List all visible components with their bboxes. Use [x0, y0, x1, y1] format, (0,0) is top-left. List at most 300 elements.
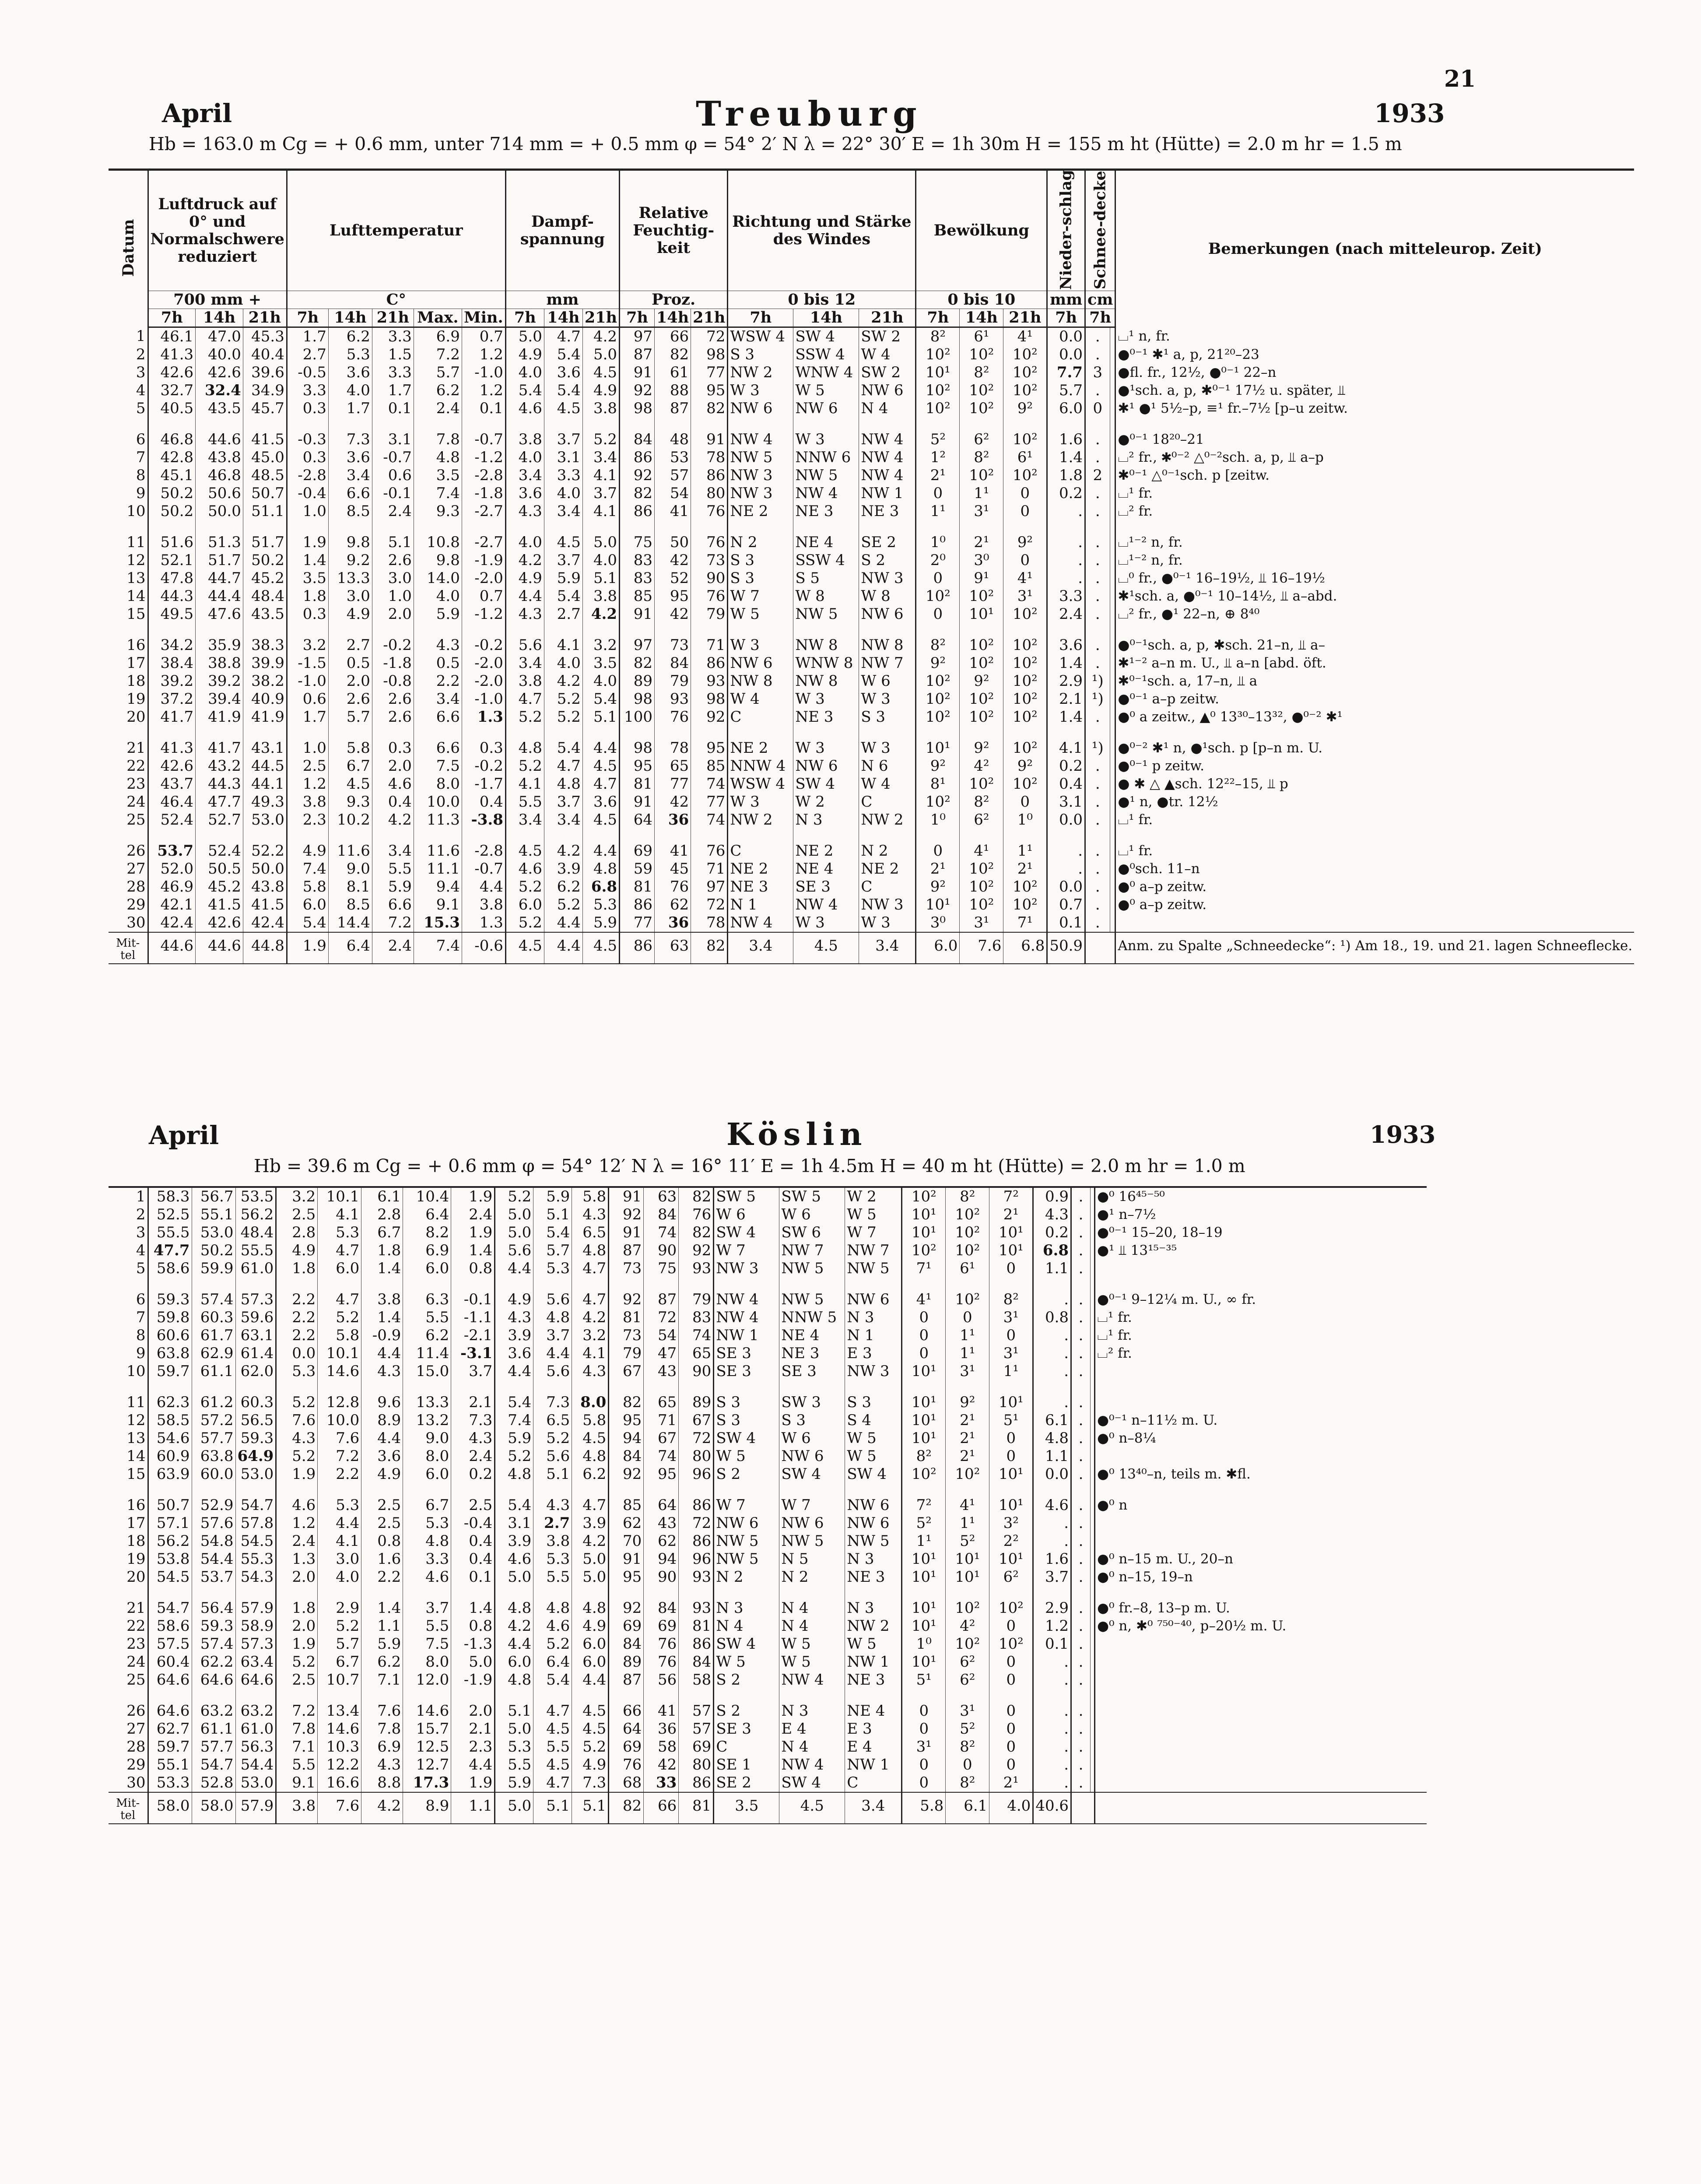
cell-pad	[1091, 1278, 1095, 1309]
treuburg-row-day-27	[109, 860, 1634, 878]
cell-dampf-21: 3.2	[582, 623, 619, 654]
cell-temp-max: 12.0	[403, 1671, 451, 1689]
cell-temp-21: 2.6	[372, 708, 414, 726]
cell-dampf-7: 5.4	[495, 1483, 533, 1514]
cell-bemerkungen	[1095, 1653, 1427, 1671]
cell-feuchte-21: 93	[691, 672, 728, 690]
cell-wind-14: NE 3	[779, 1345, 845, 1362]
cell-pad	[1110, 708, 1115, 726]
cell-feuchte-14: 88	[655, 382, 691, 400]
cell-feuchte-14: 67	[644, 1429, 679, 1447]
cell-druck-7: 54.7	[148, 1586, 192, 1617]
cell-temp-7: 1.8	[276, 1586, 318, 1617]
mittel-bew-14: 6.1	[946, 1792, 989, 1824]
cell-bew-14: 5²	[946, 1720, 989, 1738]
cell-dampf-21: 3.8	[582, 400, 619, 418]
cell-temp-7: 4.3	[276, 1429, 318, 1447]
cell-dampf-14: 3.7	[544, 551, 582, 569]
cell-druck-7: 46.9	[148, 878, 196, 896]
cell-wind-21: S 4	[845, 1412, 902, 1429]
cell-dampf-14: 5.7	[533, 1242, 572, 1260]
cell-niederschlag: .	[1033, 1345, 1071, 1362]
mittel-bew-14: 7.6	[960, 932, 1003, 964]
cell-druck-21: 45.2	[243, 569, 287, 587]
cell-dampf-21: 4.7	[572, 1278, 609, 1309]
cell-datum: 25	[126, 1671, 146, 1689]
cell-feuchte-21: 78	[691, 449, 728, 467]
cell-druck-7: 40.5	[148, 400, 196, 418]
cell-temp-max: 3.4	[414, 690, 462, 708]
mittel-label: Mit-tel	[109, 1792, 148, 1824]
cell-datum: 25	[126, 811, 146, 829]
cell-niederschlag: .	[1047, 551, 1085, 569]
cell-feuchte-21: 80	[679, 1447, 714, 1465]
mittel-bew-7: 6.0	[916, 932, 960, 964]
cell-bemerkungen	[1095, 1380, 1427, 1412]
cell-feuchte-14: 54	[655, 485, 691, 502]
cell-dampf-14: 2.7	[533, 1514, 572, 1532]
cell-temp-14: 12.8	[318, 1380, 361, 1412]
cell-dampf-21: 4.4	[582, 829, 619, 860]
cell-bew-21: 1⁰	[1003, 811, 1047, 829]
cell-temp-max: 2.2	[414, 672, 462, 690]
cell-druck-7: 59.8	[148, 1309, 192, 1327]
cell-feuchte-7: 66	[609, 1689, 644, 1720]
cell-temp-min: -2.7	[462, 520, 505, 551]
cell-bew-7: 5²	[916, 418, 960, 449]
cell-dampf-7: 3.4	[505, 654, 544, 672]
cell-schneedecke: .	[1085, 623, 1110, 654]
koeslin-anmerkung	[1095, 1792, 1427, 1824]
cell-temp-14: 14.6	[318, 1362, 361, 1380]
cell-pad	[1110, 829, 1115, 860]
cell-temp-max: 6.9	[414, 327, 462, 346]
cell-bew-14: 2¹	[946, 1429, 989, 1447]
koeslin-row-day-27	[109, 1720, 1427, 1738]
cell-dampf-21: 4.2	[582, 327, 619, 346]
cell-schneedecke: .	[1085, 860, 1110, 878]
cell-schneedecke: .	[1071, 1242, 1091, 1260]
cell-pad	[1110, 485, 1115, 502]
cell-feuchte-14: 93	[655, 690, 691, 708]
cell-datum: 16	[126, 636, 146, 654]
cell-datum: 12	[126, 551, 146, 569]
cell-temp-max: 15.3	[414, 914, 462, 932]
cell-dampf-21: 5.3	[582, 896, 619, 914]
cell-temp-min: 1.3	[462, 708, 505, 726]
cell-dampf-7: 4.0	[505, 364, 544, 382]
cell-dampf-21: 5.2	[582, 418, 619, 449]
cell-feuchte-7: 91	[620, 364, 655, 382]
cell-feuchte-14: 45	[655, 860, 691, 878]
treuburg-row-day-7	[109, 449, 1634, 467]
cell-dampf-21: 5.8	[572, 1412, 609, 1429]
cell-temp-max: 4.6	[403, 1568, 451, 1586]
cell-bew-21: 0	[1003, 485, 1047, 502]
cell-feuchte-7: 69	[609, 1738, 644, 1756]
treuburg-row-day-30	[109, 914, 1634, 932]
subheader-dampf-21: 21h	[582, 309, 619, 327]
cell-pad	[1091, 1756, 1095, 1774]
cell-wind-7: SW 5	[714, 1187, 779, 1206]
cell-druck-14: 47.7	[196, 793, 243, 811]
cell-dampf-7: 3.1	[495, 1514, 533, 1532]
cell-wind-21: W 3	[859, 690, 916, 708]
cell-temp-min: 0.7	[462, 587, 505, 605]
cell-wind-7: W 7	[714, 1242, 779, 1260]
cell-bew-21: 0	[989, 1671, 1033, 1689]
cell-bew-21: 10²	[1003, 690, 1047, 708]
cell-pad	[1110, 623, 1115, 654]
cell-temp-21: 3.8	[361, 1278, 403, 1309]
cell-dampf-7: 4.9	[505, 346, 544, 364]
cell-dampf-21: 4.1	[582, 467, 619, 485]
cell-temp-min: -3.8	[462, 811, 505, 829]
cell-bew-14: 10²	[960, 878, 1003, 896]
cell-wind-14: SW 4	[793, 775, 859, 793]
cell-niederschlag: 3.7	[1033, 1568, 1071, 1586]
cell-wind-21: E 3	[845, 1720, 902, 1738]
cell-schneedecke: .	[1085, 878, 1110, 896]
cell-bemerkungen: ✱⁰⁻¹sch. a, 17–n, ⫫ a	[1115, 672, 1634, 690]
cell-dampf-21: 4.5	[572, 1689, 609, 1720]
cell-feuchte-21: 76	[691, 829, 728, 860]
cell-feuchte-14: 52	[655, 569, 691, 587]
cell-wind-21: W 5	[845, 1447, 902, 1465]
cell-bew-7: 10¹	[902, 1206, 946, 1224]
cell-temp-21: 1.4	[361, 1586, 403, 1617]
cell-dampf-14: 4.7	[533, 1689, 572, 1720]
cell-bew-21: 0	[989, 1720, 1033, 1738]
cell-feuchte-7: 64	[620, 811, 655, 829]
cell-dampf-7: 4.3	[505, 502, 544, 520]
cell-dampf-14: 5.2	[544, 896, 582, 914]
cell-druck-14: 54.4	[192, 1550, 235, 1568]
cell-temp-14: 6.7	[328, 757, 372, 775]
cell-temp-14: 4.4	[318, 1514, 361, 1532]
cell-bew-21: 0	[989, 1447, 1033, 1465]
cell-wind-7: NE 2	[728, 860, 793, 878]
cell-bew-7: 10²	[916, 382, 960, 400]
cell-temp-max: 5.9	[414, 605, 462, 623]
mittel-dampf-7: 4.5	[505, 932, 544, 964]
koeslin-row-day-22	[109, 1617, 1427, 1635]
cell-feuchte-14: 61	[655, 364, 691, 382]
cell-dampf-7: 5.2	[505, 914, 544, 932]
cell-druck-14: 57.2	[192, 1412, 235, 1429]
cell-temp-max: 13.3	[403, 1380, 451, 1412]
cell-wind-7: SE 1	[714, 1756, 779, 1774]
cell-dampf-14: 5.4	[533, 1224, 572, 1242]
cell-bemerkungen: ●⁰ a zeitw., ▲⁰ 13³⁰–13³², ●⁰⁻² ✱¹	[1115, 708, 1634, 726]
cell-wind-14: W 6	[779, 1429, 845, 1447]
cell-wind-21: NW 5	[845, 1532, 902, 1550]
koeslin-row-day-11	[109, 1380, 1427, 1412]
cell-wind-14: W 3	[793, 690, 859, 708]
cell-temp-21: 1.4	[361, 1309, 403, 1327]
cell-dampf-7: 4.8	[505, 726, 544, 757]
cell-bemerkungen: ●⁰ a–p zeitw.	[1115, 896, 1634, 914]
cell-bemerkungen: ●⁰ a–p zeitw.	[1115, 878, 1634, 896]
cell-druck-21: 43.1	[243, 726, 287, 757]
cell-bew-21: 0	[989, 1653, 1033, 1671]
cell-dampf-14: 5.4	[544, 726, 582, 757]
cell-feuchte-14: 76	[644, 1635, 679, 1653]
cell-temp-max: 8.0	[414, 775, 462, 793]
cell-feuchte-14: 77	[655, 775, 691, 793]
cell-temp-21: 7.2	[372, 914, 414, 932]
cell-temp-7: 3.2	[287, 623, 328, 654]
cell-wind-7: NW 3	[714, 1260, 779, 1278]
cell-bemerkungen: ●¹sch. a, p, ✱⁰⁻¹ 17½ u. später, ⫫	[1115, 382, 1634, 400]
cell-schneedecke: .	[1071, 1412, 1091, 1429]
cell-druck-14: 55.1	[192, 1206, 235, 1224]
cell-temp-7: 1.0	[287, 502, 328, 520]
cell-feuchte-21: 57	[679, 1720, 714, 1738]
cell-dampf-14: 4.7	[533, 1774, 572, 1792]
cell-datum: 22	[126, 757, 146, 775]
cell-bew-7: 10¹	[902, 1362, 946, 1380]
cell-datum: 12	[126, 1412, 146, 1429]
cell-wind-7: C	[714, 1738, 779, 1756]
cell-druck-14: 50.6	[196, 485, 243, 502]
cell-pad	[1091, 1380, 1095, 1412]
cell-feuchte-21: 85	[691, 757, 728, 775]
cell-wind-14: NW 5	[779, 1278, 845, 1309]
cell-druck-7: 42.8	[148, 449, 196, 467]
cell-niederschlag: 6.0	[1047, 400, 1085, 418]
cell-temp-7: 1.7	[287, 327, 328, 346]
cell-datum: 3	[136, 364, 146, 382]
cell-druck-7: 52.0	[148, 860, 196, 878]
cell-bew-7: 1¹	[902, 1532, 946, 1550]
cell-bew-14: 6²	[946, 1671, 989, 1689]
cell-feuchte-14: 90	[644, 1568, 679, 1586]
cell-temp-7: 2.0	[276, 1568, 318, 1586]
cell-dampf-14: 5.4	[544, 346, 582, 364]
cell-temp-max: 15.0	[403, 1362, 451, 1380]
koeslin-table	[109, 1186, 1427, 1824]
cell-schneedecke: .	[1085, 449, 1110, 467]
cell-temp-21: -0.1	[372, 485, 414, 502]
mittel-bew-7: 5.8	[902, 1792, 946, 1824]
cell-dampf-7: 7.4	[495, 1412, 533, 1429]
cell-temp-max: 9.0	[403, 1429, 451, 1447]
cell-bemerkungen: ✱¹sch. a, ●⁰⁻¹ 10–14½, ⫫ a–abd.	[1115, 587, 1634, 605]
cell-dampf-21: 4.5	[572, 1429, 609, 1447]
treuburg-row-day-28	[109, 878, 1634, 896]
cell-bew-7: 0	[902, 1720, 946, 1738]
cell-bew-14: 10²	[946, 1635, 989, 1653]
cell-druck-21: 41.9	[243, 708, 287, 726]
cell-druck-21: 58.9	[235, 1617, 276, 1635]
cell-feuchte-21: 93	[679, 1586, 714, 1617]
cell-druck-14: 54.7	[192, 1756, 235, 1774]
cell-druck-21: 53.0	[235, 1465, 276, 1483]
cell-druck-14: 50.5	[196, 860, 243, 878]
cell-druck-7: 52.4	[148, 811, 196, 829]
treuburg-row-day-13	[109, 569, 1634, 587]
koeslin-station-metadata: Hb = 39.6 m Cg = + 0.6 mm φ = 54° 12′ N λ = 16° 11′ E = 1h 4.5m H = 40 m ht (Hütte) = 2.0 m hr = 1.0 m	[254, 1155, 1245, 1176]
cell-datum: 18	[126, 1532, 146, 1550]
treuburg-row-day-4	[109, 382, 1634, 400]
cell-temp-min: -0.4	[451, 1514, 495, 1532]
cell-bew-7: 0	[916, 829, 960, 860]
mittel-wind-7: 3.5	[714, 1792, 779, 1824]
cell-druck-7: 42.1	[148, 896, 196, 914]
cell-feuchte-14: 36	[655, 811, 691, 829]
cell-feuchte-7: 84	[609, 1635, 644, 1653]
cell-bew-14: 9¹	[960, 569, 1003, 587]
cell-pad	[1110, 364, 1115, 382]
cell-niederschlag: .	[1047, 520, 1085, 551]
koeslin-row-day-30	[109, 1774, 1427, 1792]
cell-temp-21: 1.7	[372, 382, 414, 400]
cell-temp-14: 10.2	[328, 811, 372, 829]
cell-niederschlag: 6.1	[1033, 1412, 1071, 1429]
cell-bemerkungen: ⌴² fr., ✱⁰⁻² △⁰⁻²sch. a, p, ⫫ a–p	[1115, 449, 1634, 467]
cell-feuchte-14: 41	[655, 829, 691, 860]
header-dampfspannung: Dampf-spannung	[505, 170, 619, 291]
cell-dampf-14: 3.6	[544, 364, 582, 382]
cell-schneedecke: .	[1085, 793, 1110, 811]
cell-feuchte-21: 73	[691, 551, 728, 569]
treuburg-row-day-6	[109, 418, 1634, 449]
cell-bew-21: 7¹	[1003, 914, 1047, 932]
cell-dampf-21: 4.8	[582, 860, 619, 878]
cell-dampf-21: 4.9	[572, 1617, 609, 1635]
mittel-label: Mit-tel	[109, 932, 148, 964]
cell-temp-14: 4.0	[328, 382, 372, 400]
cell-dampf-21: 4.7	[572, 1483, 609, 1514]
cell-dampf-14: 4.8	[544, 775, 582, 793]
cell-temp-max: 4.8	[414, 449, 462, 467]
cell-wind-14: NW 4	[793, 896, 859, 914]
cell-wind-14: W 7	[779, 1483, 845, 1514]
cell-schneedecke: .	[1071, 1774, 1091, 1792]
cell-wind-7: WSW 4	[728, 775, 793, 793]
cell-temp-7: 2.3	[287, 811, 328, 829]
cell-bew-14: 10²	[960, 654, 1003, 672]
cell-bemerkungen: ⌴² fr.	[1095, 1345, 1427, 1362]
cell-schneedecke: .	[1071, 1689, 1091, 1720]
cell-druck-21: 56.5	[235, 1412, 276, 1429]
cell-druck-7: 54.6	[148, 1429, 192, 1447]
cell-datum: 28	[126, 878, 146, 896]
cell-pad	[1110, 467, 1115, 485]
cell-temp-14: 8.5	[328, 502, 372, 520]
cell-druck-21: 38.3	[243, 623, 287, 654]
cell-pad	[1110, 914, 1115, 932]
cell-temp-7: 6.0	[287, 896, 328, 914]
cell-dampf-21: 4.4	[582, 726, 619, 757]
mittel-schneedecke	[1071, 1792, 1095, 1824]
cell-wind-7: SE 3	[714, 1345, 779, 1362]
cell-datum: 2	[136, 346, 146, 364]
cell-druck-14: 39.2	[196, 672, 243, 690]
cell-feuchte-21: 82	[679, 1224, 714, 1242]
cell-bew-14: 8²	[946, 1774, 989, 1792]
cell-niederschlag: 5.7	[1047, 382, 1085, 400]
cell-druck-21: 45.0	[243, 449, 287, 467]
cell-wind-21: NE 4	[845, 1689, 902, 1720]
cell-wind-21: C	[859, 793, 916, 811]
cell-temp-7: 4.9	[287, 829, 328, 860]
cell-druck-14: 50.0	[196, 502, 243, 520]
cell-niederschlag: 0.0	[1047, 878, 1085, 896]
cell-dampf-14: 5.2	[533, 1635, 572, 1653]
cell-pad	[1110, 775, 1115, 793]
cell-druck-21: 61.0	[235, 1720, 276, 1738]
cell-bew-7: 10¹	[902, 1550, 946, 1568]
cell-dampf-21: 5.0	[572, 1568, 609, 1586]
cell-schneedecke: .	[1085, 382, 1110, 400]
cell-druck-21: 44.1	[243, 775, 287, 793]
cell-temp-min: 0.2	[451, 1465, 495, 1483]
cell-temp-21: 2.4	[372, 502, 414, 520]
subheader-wind-7: 7h	[728, 309, 793, 327]
cell-wind-14: WNW 4	[793, 364, 859, 382]
cell-druck-14: 39.4	[196, 690, 243, 708]
cell-bemerkungen: ●⁰⁻² ✱¹ n, ●¹sch. p [p–n m. U.	[1115, 726, 1634, 757]
cell-temp-21: 0.6	[372, 467, 414, 485]
cell-dampf-7: 5.2	[495, 1187, 533, 1206]
cell-feuchte-7: 92	[609, 1586, 644, 1617]
cell-wind-14: NW 4	[779, 1671, 845, 1689]
cell-temp-7: 0.3	[287, 400, 328, 418]
cell-wind-7: NW 6	[714, 1514, 779, 1532]
cell-bew-14: 3¹	[946, 1689, 989, 1720]
cell-druck-21: 45.7	[243, 400, 287, 418]
cell-temp-7: 9.1	[276, 1774, 318, 1792]
cell-wind-14: NE 3	[793, 708, 859, 726]
cell-wind-21: NW 4	[859, 467, 916, 485]
cell-bew-7: 10²	[916, 793, 960, 811]
cell-niederschlag: 3.6	[1047, 623, 1085, 654]
cell-temp-min: -2.1	[451, 1327, 495, 1345]
cell-druck-14: 64.6	[192, 1671, 235, 1689]
cell-feuchte-7: 85	[620, 587, 655, 605]
cell-niederschlag: .	[1033, 1653, 1071, 1671]
cell-bew-21: 10²	[1003, 708, 1047, 726]
cell-bew-14: 8²	[960, 793, 1003, 811]
subheader-temp-max: Max.	[414, 309, 462, 327]
cell-temp-min: 4.4	[451, 1756, 495, 1774]
cell-datum: 7	[136, 449, 146, 467]
cell-dampf-7: 3.8	[505, 418, 544, 449]
cell-temp-21: 2.6	[372, 551, 414, 569]
cell-dampf-7: 4.7	[505, 690, 544, 708]
cell-druck-21: 51.7	[243, 520, 287, 551]
cell-bemerkungen: ●⁰ n–15, 19–n	[1095, 1568, 1427, 1586]
cell-dampf-14: 4.1	[544, 623, 582, 654]
cell-feuchte-7: 59	[620, 860, 655, 878]
cell-wind-7: W 4	[728, 690, 793, 708]
cell-wind-14: N 4	[779, 1586, 845, 1617]
cell-temp-7: 7.1	[276, 1738, 318, 1756]
cell-niederschlag: .	[1033, 1774, 1071, 1792]
cell-druck-21: 63.1	[235, 1327, 276, 1345]
cell-dampf-14: 4.8	[533, 1309, 572, 1327]
cell-temp-14: 4.7	[318, 1278, 361, 1309]
cell-wind-7: NW 2	[728, 811, 793, 829]
cell-bew-14: 10²	[960, 400, 1003, 418]
cell-datum: 21	[126, 739, 146, 757]
cell-niederschlag: 0.8	[1033, 1309, 1071, 1327]
cell-wind-14: NW 5	[793, 467, 859, 485]
cell-dampf-7: 5.9	[495, 1774, 533, 1792]
cell-druck-21: 53.5	[235, 1187, 276, 1206]
